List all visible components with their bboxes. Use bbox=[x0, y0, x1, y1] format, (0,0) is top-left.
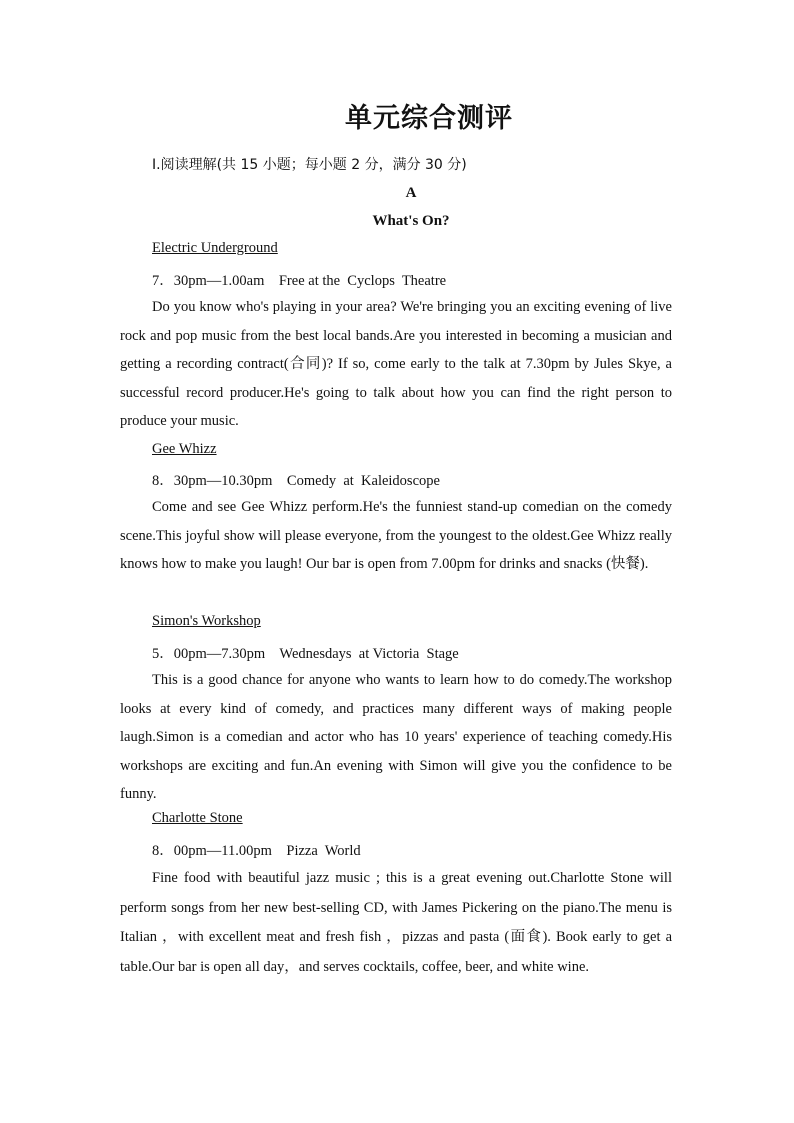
event-time-gee-whizz: 8．30pm—10.30pm Comedy at Kaleidoscope bbox=[152, 473, 440, 489]
passage-title: What's On? bbox=[372, 213, 450, 229]
event-time-electric-underground: 7．30pm—1.00am Free at the Cyclops Theatre bbox=[152, 273, 447, 289]
section-heading bbox=[152, 154, 467, 174]
event-description-electric-underground: Do you know who's playing in your area? We're bringing you an exciting evening of live rock and pop music from the best local bands.Are you interested in becoming a musician and getting a recording contract(合同)? If so, come early to the talk at 7.30pm by Jules Skye, a successful record producer.He's going to talk about how you can find the right person to produce your music. bbox=[120, 299, 672, 429]
event-description-gee-whizz: Come and see Gee Whizz perform.He's the funniest stand-up comedian on the comedy scene.This joyful show will please everyone, from the youngest to the oldest.Gee Whizz really knows how to make you laugh! Our bar is open from 7.00pm for drinks and snacks (快餐). bbox=[120, 499, 672, 572]
event-name-gee-whizz: Gee Whizz bbox=[152, 441, 217, 457]
event-time-charlotte-stone: 8．00pm—11.00pm Pizza World bbox=[152, 843, 361, 859]
event-name-electric-underground: Electric Underground bbox=[152, 240, 278, 256]
event-name-charlotte-stone: Charlotte Stone bbox=[152, 810, 243, 826]
passage-letter: A bbox=[405, 185, 417, 201]
page-title: 单元综合测评 bbox=[345, 103, 513, 134]
event-time-simons-workshop: 5．00pm—7.30pm Wednesdays at Victoria Stage bbox=[152, 646, 459, 662]
event-description-simons-workshop: This is a good chance for anyone who wants to learn how to do comedy.The workshop looks at every kind of comedy, and practices many different ways of making people laugh.Simon is a comedian and actor who has 10 years' experience of teaching comedy.His workshops are exciting and fun.An evening with Simon will give you the confidence to be funny. bbox=[120, 672, 672, 802]
event-description-charlotte-stone: Fine food with beautiful jazz music ; this is a great evening out.Charlotte Stone will perform songs from her new best-selling CD, with James Pickering on the piano.The menu is Italian ，with excellent meat and fresh fish ，pizzas and pasta (面食). Book early to get a table.Our bar is open all day，and serves cocktails, coffee, beer, and white wine. bbox=[120, 870, 672, 975]
section-heading-text: Ⅰ.阅读理解(共 15 小题；每小题 2 分，满分 30 分) bbox=[152, 157, 467, 173]
event-name-simons-workshop: Simon's Workshop bbox=[152, 613, 261, 629]
